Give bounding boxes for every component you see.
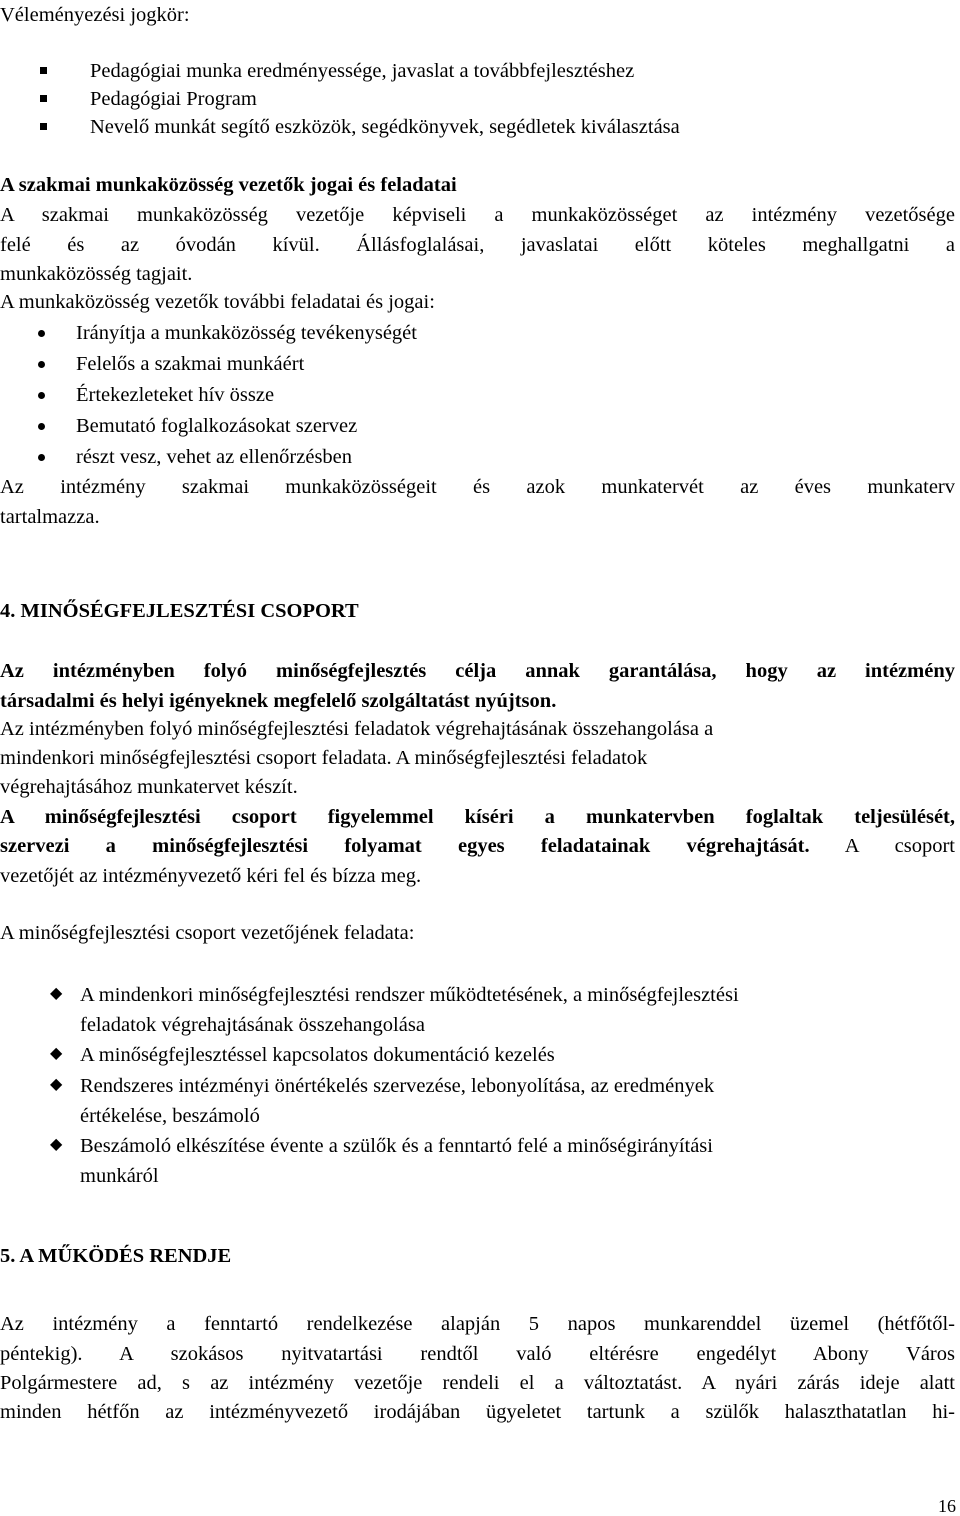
bold-paragraph-line: Az intézményben folyó minőségfejlesztés célja annak garantálása, hogy az intézmény — [0, 660, 955, 682]
paragraph-line: Az intézményben folyó minőségfejlesztési feladatok végrehajtásának összehangolása a — [0, 718, 714, 740]
paragraph-line: felé és az óvodán kívül. Állásfoglalásai, javaslatai előtt köteles meghallgatni a — [0, 234, 955, 256]
diamond-bullet-icon: ◆ — [50, 1076, 63, 1093]
square-bullet-icon — [40, 67, 47, 74]
dot-bullet-icon — [38, 392, 45, 399]
bold-paragraph-line: társadalmi és helyi igényeknek megfelelő szolgáltatást nyújtson. — [0, 690, 557, 712]
page-number: 16 — [938, 1496, 956, 1516]
paragraph-line: minden hétfőn az intézményvezető irodájában ügyeletet tartunk a szülők halaszthatatlan hi- — [0, 1401, 955, 1423]
paragraph-line: végrehajtásához munkatervet készít. — [0, 776, 298, 798]
section-heading: 5. A MŰKÖDÉS RENDJE — [0, 1245, 232, 1267]
paragraph-line: A munkaközösség vezetők további feladatai és jogai: — [0, 291, 435, 313]
tasks-heading: A minőségfejlesztési csoport vezetőjének feladata: — [0, 922, 415, 944]
paragraph-line: mindenkori minőségfejlesztési csoport feladata. A minőségfejlesztési feladatok — [0, 747, 648, 769]
bold-paragraph-line: A minőségfejlesztési csoport figyelemmel kíséri a munkatervben foglaltak teljesülését, — [0, 806, 955, 828]
opinion-rights-heading: Véleményezési jogkör: — [0, 4, 190, 26]
dot-bullet-icon — [38, 454, 45, 461]
paragraph-line: Az intézmény a fenntartó rendelkezése alapján 5 napos munkarenddel üzemel (hétfőtől- — [0, 1313, 955, 1335]
paragraph-line: Az intézmény szakmai munkaközösségeit és azok munkatervét az éves munkaterv — [0, 476, 955, 498]
diamond-bullet-icon: ◆ — [50, 1136, 63, 1153]
dot-bullet-icon — [38, 423, 45, 430]
paragraph-line: tartalmazza. — [0, 506, 100, 528]
paragraph-line: A szakmai munkaközösség vezetője képviseli a munkaközösséget az intézmény vezetősége — [0, 204, 955, 226]
dot-bullet-icon — [38, 330, 45, 337]
paragraph-line: munkaközösség tagjait. — [0, 263, 193, 285]
section-heading: A szakmai munkaközösség vezetők jogai és feladatai — [0, 174, 457, 196]
dot-bullet-icon — [38, 361, 45, 368]
section-heading: 4. MINŐSÉGFEJLESZTÉSI CSOPORT — [0, 600, 359, 622]
square-bullet-icon — [40, 95, 47, 102]
document-page: Véleményezési jogkör: Pedagógiai munka eredményessége, javaslat a továbbfejlesztéshez Pedagógiai Program Nevelő munkát segítő eszközök, segédkönyvek, segédletek kiválasztása A szakmai munkaközösség vezetők jogai és feladatai A szakmai munkaközösség vezetője képviseli a munkaközösséget az intézmény vezetősége felé és az óvodán kívül. Állásfoglalásai, javaslatai előtt köteles meghallgatni a munkaközösség tagjait. A munkaközösség vezetők további feladatai és jogai: Irányítja a munkaközösség tevékenységét Felelős a szakmai munkáért Értekezleteket hív össze Bemutató foglalkozásokat szervez részt vesz, vehet az ellenőrzésben Az intézmény szakmai munkaközösségeit és azok munkatervét az éves munkaterv tartalmazza. 4. MINŐSÉGFEJLESZTÉSI CSOPORT Az intézményben folyó minőségfejlesztés célja annak garantálása, hogy az intézmény társadalmi és helyi igényeknek megfelelő szolgáltatást nyújtson. Az intézményben folyó minőségfejlesztési feladatok végrehajtásának összehangolása a mindenkori minőségfejlesztési csoport feladata. A minőségfejlesztési feladatok végrehajtásához munkatervet készít. A minőségfejlesztési csoport figyelemmel kíséri a munkatervben foglaltak teljesülését, szervezi a minőségfejlesztési folyamat egyes feladatainak végrehajtását. A csoport vezetőjét az intézményvezető kéri fel és bízza meg. A minőségfejlesztési csoport vezetőjének feladata: ◆ A mindenkori minőségfejlesztési rendszer működtetésének, a minőségfejlesztési feladatok végrehajtásának összehangolása ◆ A minőségfejlesztéssel kapcsolatos dokumentáció kezelés ◆ Rendszeres intézményi önértékelés szervezése, lebonyolítása, az eredmények értékelése, beszámoló ◆ Beszámoló elkészítése évente a szülők és a fenntartó felé a minőségirányítási munkáról 5. A MŰKÖDÉS RENDJE Az intézmény a fenntartó rendelkezése alapján 5 napos munkarenddel üzemel (hétfőtől- péntekig). A szokásos nyitvatartási rendtől való eltérésre engedélyt Abony Város Polgármestere ad, s az intézmény vezetője rendeli el a változtatást. A nyári zárás ideje alatt minden hétfőn az intézményvezető irodájában ügyeletet tartunk a szülők halaszthatatlan hi- 16 — [0, 4, 956, 1516]
paragraph-line: Polgármestere ad, s az intézmény vezetője rendeli el a változtatást. A nyári zárás ideje alatt — [0, 1372, 955, 1394]
diamond-bullet-icon: ◆ — [50, 985, 63, 1002]
diamond-bullet-icon: ◆ — [50, 1045, 63, 1062]
paragraph-line: szervezi a minőségfejlesztési folyamat egyes feladatainak végrehajtását. A csoport — [0, 835, 955, 857]
paragraph-line: vezetőjét az intézményvezető kéri fel és bízza meg. — [0, 865, 422, 887]
paragraph-line: péntekig). A szokásos nyitvatartási rendtől való eltérésre engedélyt Abony Város — [0, 1343, 955, 1365]
square-bullet-icon — [40, 123, 47, 130]
